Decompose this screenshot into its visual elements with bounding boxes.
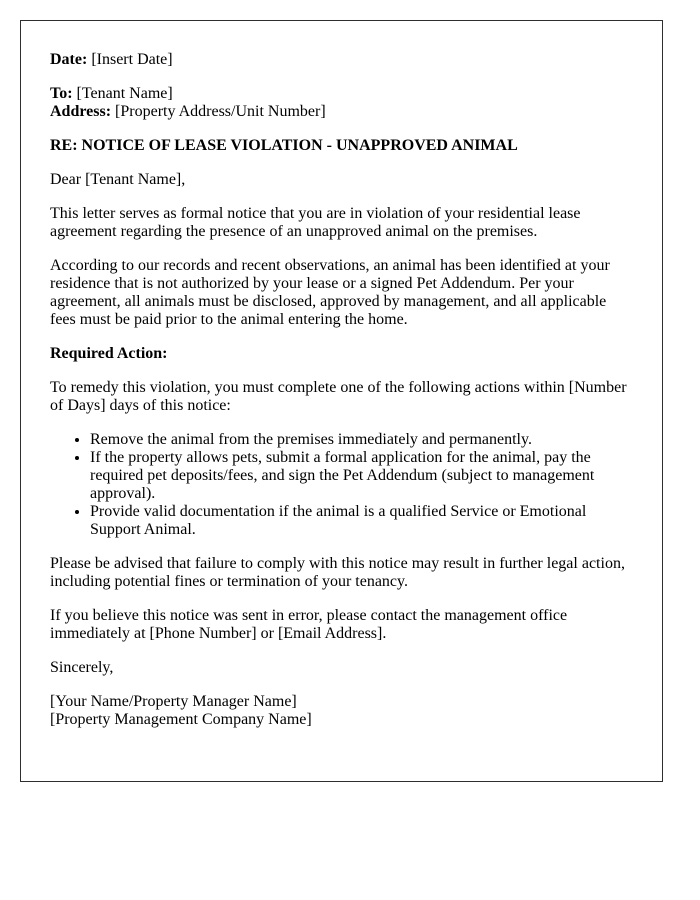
subject-line: RE: NOTICE OF LEASE VIOLATION - UNAPPROVED ANIMAL <box>50 137 518 154</box>
address-line <box>50 103 633 121</box>
to-value: [Tenant Name] <box>76 85 173 102</box>
paragraph-intro: This letter serves as formal notice that you are in violation of your residential lease agreement regarding the presence of an unapproved animal on the premises. <box>50 205 581 240</box>
to-label: To: <box>50 85 73 102</box>
action-item-apply: • If the property allows pets, submit a formal application for the animal, pay the required pet deposits/fees, and sign the Pet Addendum (subject to management approval). <box>90 449 633 503</box>
required-action-heading: Required Action: <box>50 345 168 362</box>
action-item-documentation: • Provide valid documentation if the animal is a qualified Service or Emotional Support Animal. <box>90 503 633 539</box>
signature-block <box>50 693 633 729</box>
date-line <box>50 51 633 69</box>
signature-name: [Your Name/Property Manager Name] <box>50 693 297 710</box>
paragraph-details: According to our records and recent observations, an animal has been identified at your residence that is not authorized by your lease or a signed Pet Addendum. Per your agreement, all animals must be disclosed, approved by management, and all applicable fees must be paid prior to the animal entering the home. <box>50 257 610 328</box>
paragraph-warning: Please be advised that failure to comply with this notice may result in further legal action, including potential fines or termination of your tenancy. <box>50 555 625 590</box>
address-value: [Property Address/Unit Number] <box>115 103 326 120</box>
paragraph-contact: If you believe this notice was sent in error, please contact the management office immediately at [Phone Number] or [Email Address]. <box>50 607 568 642</box>
date-label: Date: <box>50 51 88 68</box>
address-label: Address: <box>50 103 112 120</box>
closing-sincerely: Sincerely, <box>50 659 114 676</box>
lease-violation-letter <box>20 20 663 782</box>
recipient-block <box>50 85 633 121</box>
paragraph-remedy-intro: To remedy this violation, you must complete one of the following actions within [Number of Days] days of this notice: <box>50 379 627 414</box>
to-line <box>50 85 633 103</box>
action-list <box>50 431 633 539</box>
action-item-remove: • Remove the animal from the premises immediately and permanently. <box>90 431 633 449</box>
date-value: [Insert Date] <box>91 51 173 68</box>
salutation: Dear [Tenant Name], <box>50 171 186 188</box>
signature-company: [Property Management Company Name] <box>50 711 312 728</box>
